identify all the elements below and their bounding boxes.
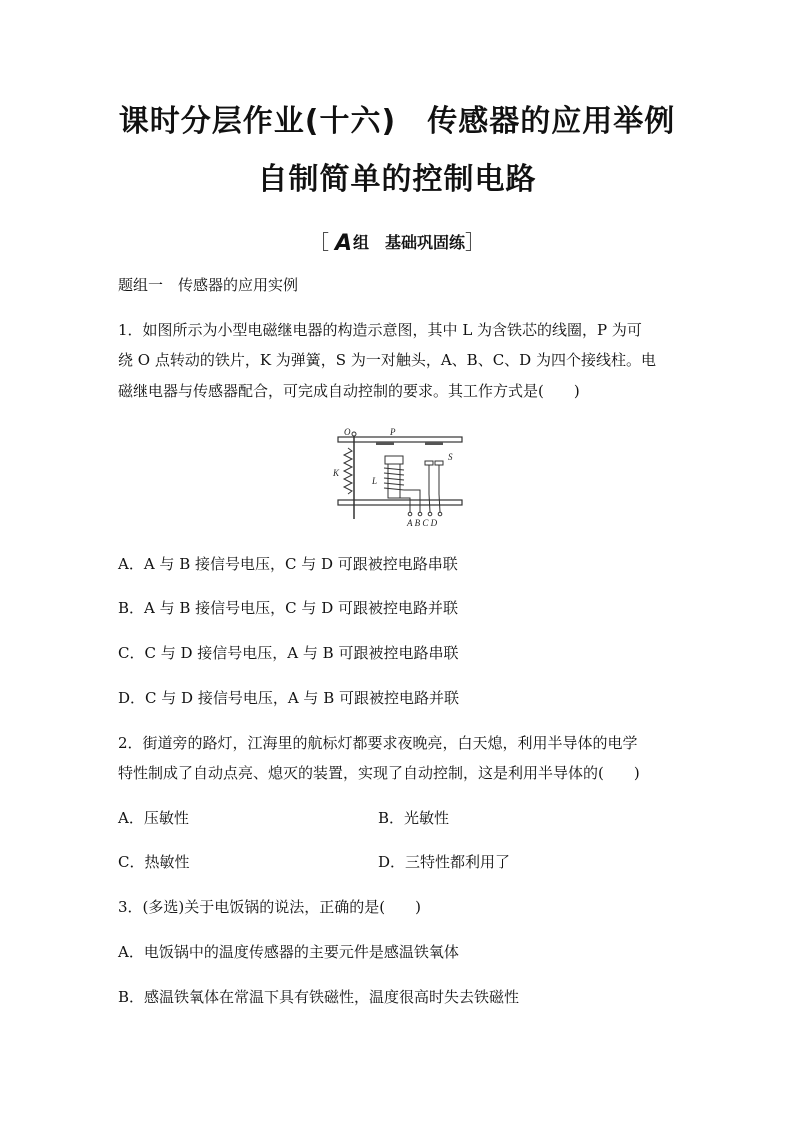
q1-option-c: C．C 与 D 接信号电压，A 与 B 可跟被控电路串联 bbox=[118, 644, 459, 662]
q1-option-d: D．C 与 D 接信号电压，A 与 B 可跟被控电路并联 bbox=[118, 689, 459, 707]
q1-option-a: A．A 与 B 接信号电压，C 与 D 可跟被控电路串联 bbox=[118, 555, 458, 573]
q3-option-b: B．感温铁氧体在常温下具有铁磁性，温度很高时失去铁磁性 bbox=[118, 988, 520, 1006]
q1-line-2: 绕 O 点转动的铁片，K 为弹簧，S 为一对触头，A、B、C、D 为四个接线柱。电 bbox=[118, 351, 656, 369]
label-terminals: A B C D bbox=[407, 518, 438, 528]
q1-line-3: 磁继电器与传感器配合，可完成自动控制的要求。其工作方式是( ) bbox=[118, 382, 580, 400]
label-s: S bbox=[448, 452, 453, 462]
section-heading bbox=[0, 226, 794, 256]
q2-line-2: 特性制成了自动点亮、熄灭的装置，实现了自动控制，这是利用半导体的( ) bbox=[118, 764, 640, 782]
label-l: L bbox=[372, 476, 378, 486]
q2-option-d: D．三特性都利用了 bbox=[378, 853, 511, 871]
q2-option-b: B．光敏性 bbox=[378, 809, 450, 827]
group-letter: A bbox=[334, 231, 352, 256]
q1-option-b: B．A 与 B 接信号电压，C 与 D 可跟被控电路并联 bbox=[118, 599, 458, 617]
page-title-line-2: 自制简单的控制电路 bbox=[257, 162, 537, 197]
q3-option-a: A．电饭锅中的温度传感器的主要元件是感温铁氧体 bbox=[118, 943, 459, 961]
pivot-point bbox=[352, 432, 356, 436]
relay-top-plate bbox=[338, 437, 462, 442]
subheading: 题组一 传感器的应用实例 bbox=[118, 276, 299, 294]
coil-top bbox=[385, 456, 403, 464]
contact-s-1 bbox=[425, 461, 433, 465]
page-title-line-1: 课时分层作业(十六) 传感器的应用举例 bbox=[118, 104, 676, 139]
bracket-right: ］ bbox=[465, 230, 486, 254]
group-label: 组 基础巩固练 bbox=[353, 233, 466, 252]
contact-top bbox=[425, 442, 443, 445]
q2-line-1: 2．街道旁的路灯，江海里的航标灯都要求夜晚亮，白天熄，利用半导体的电学 bbox=[118, 734, 638, 752]
q3-line-1: 3．(多选)关于电饭锅的说法，正确的是( ) bbox=[118, 898, 421, 916]
terminals bbox=[408, 512, 442, 516]
label-k: K bbox=[333, 468, 340, 478]
contact-s-2 bbox=[435, 461, 443, 465]
q1-line-1: 1．如图所示为小型电磁继电器的构造示意图，其中 L 为含铁芯的线圈，P 为可 bbox=[118, 321, 642, 339]
label-p: P bbox=[390, 427, 396, 437]
spring-k bbox=[344, 448, 352, 494]
iron-plate-p bbox=[376, 442, 394, 445]
q2-option-a: A．压敏性 bbox=[118, 809, 189, 827]
q2-option-c: C．热敏性 bbox=[118, 853, 190, 871]
label-o: O bbox=[344, 427, 351, 437]
relay-bottom-plate bbox=[338, 500, 462, 505]
relay-diagram bbox=[330, 424, 465, 530]
bracket-left: ［ bbox=[308, 230, 329, 254]
